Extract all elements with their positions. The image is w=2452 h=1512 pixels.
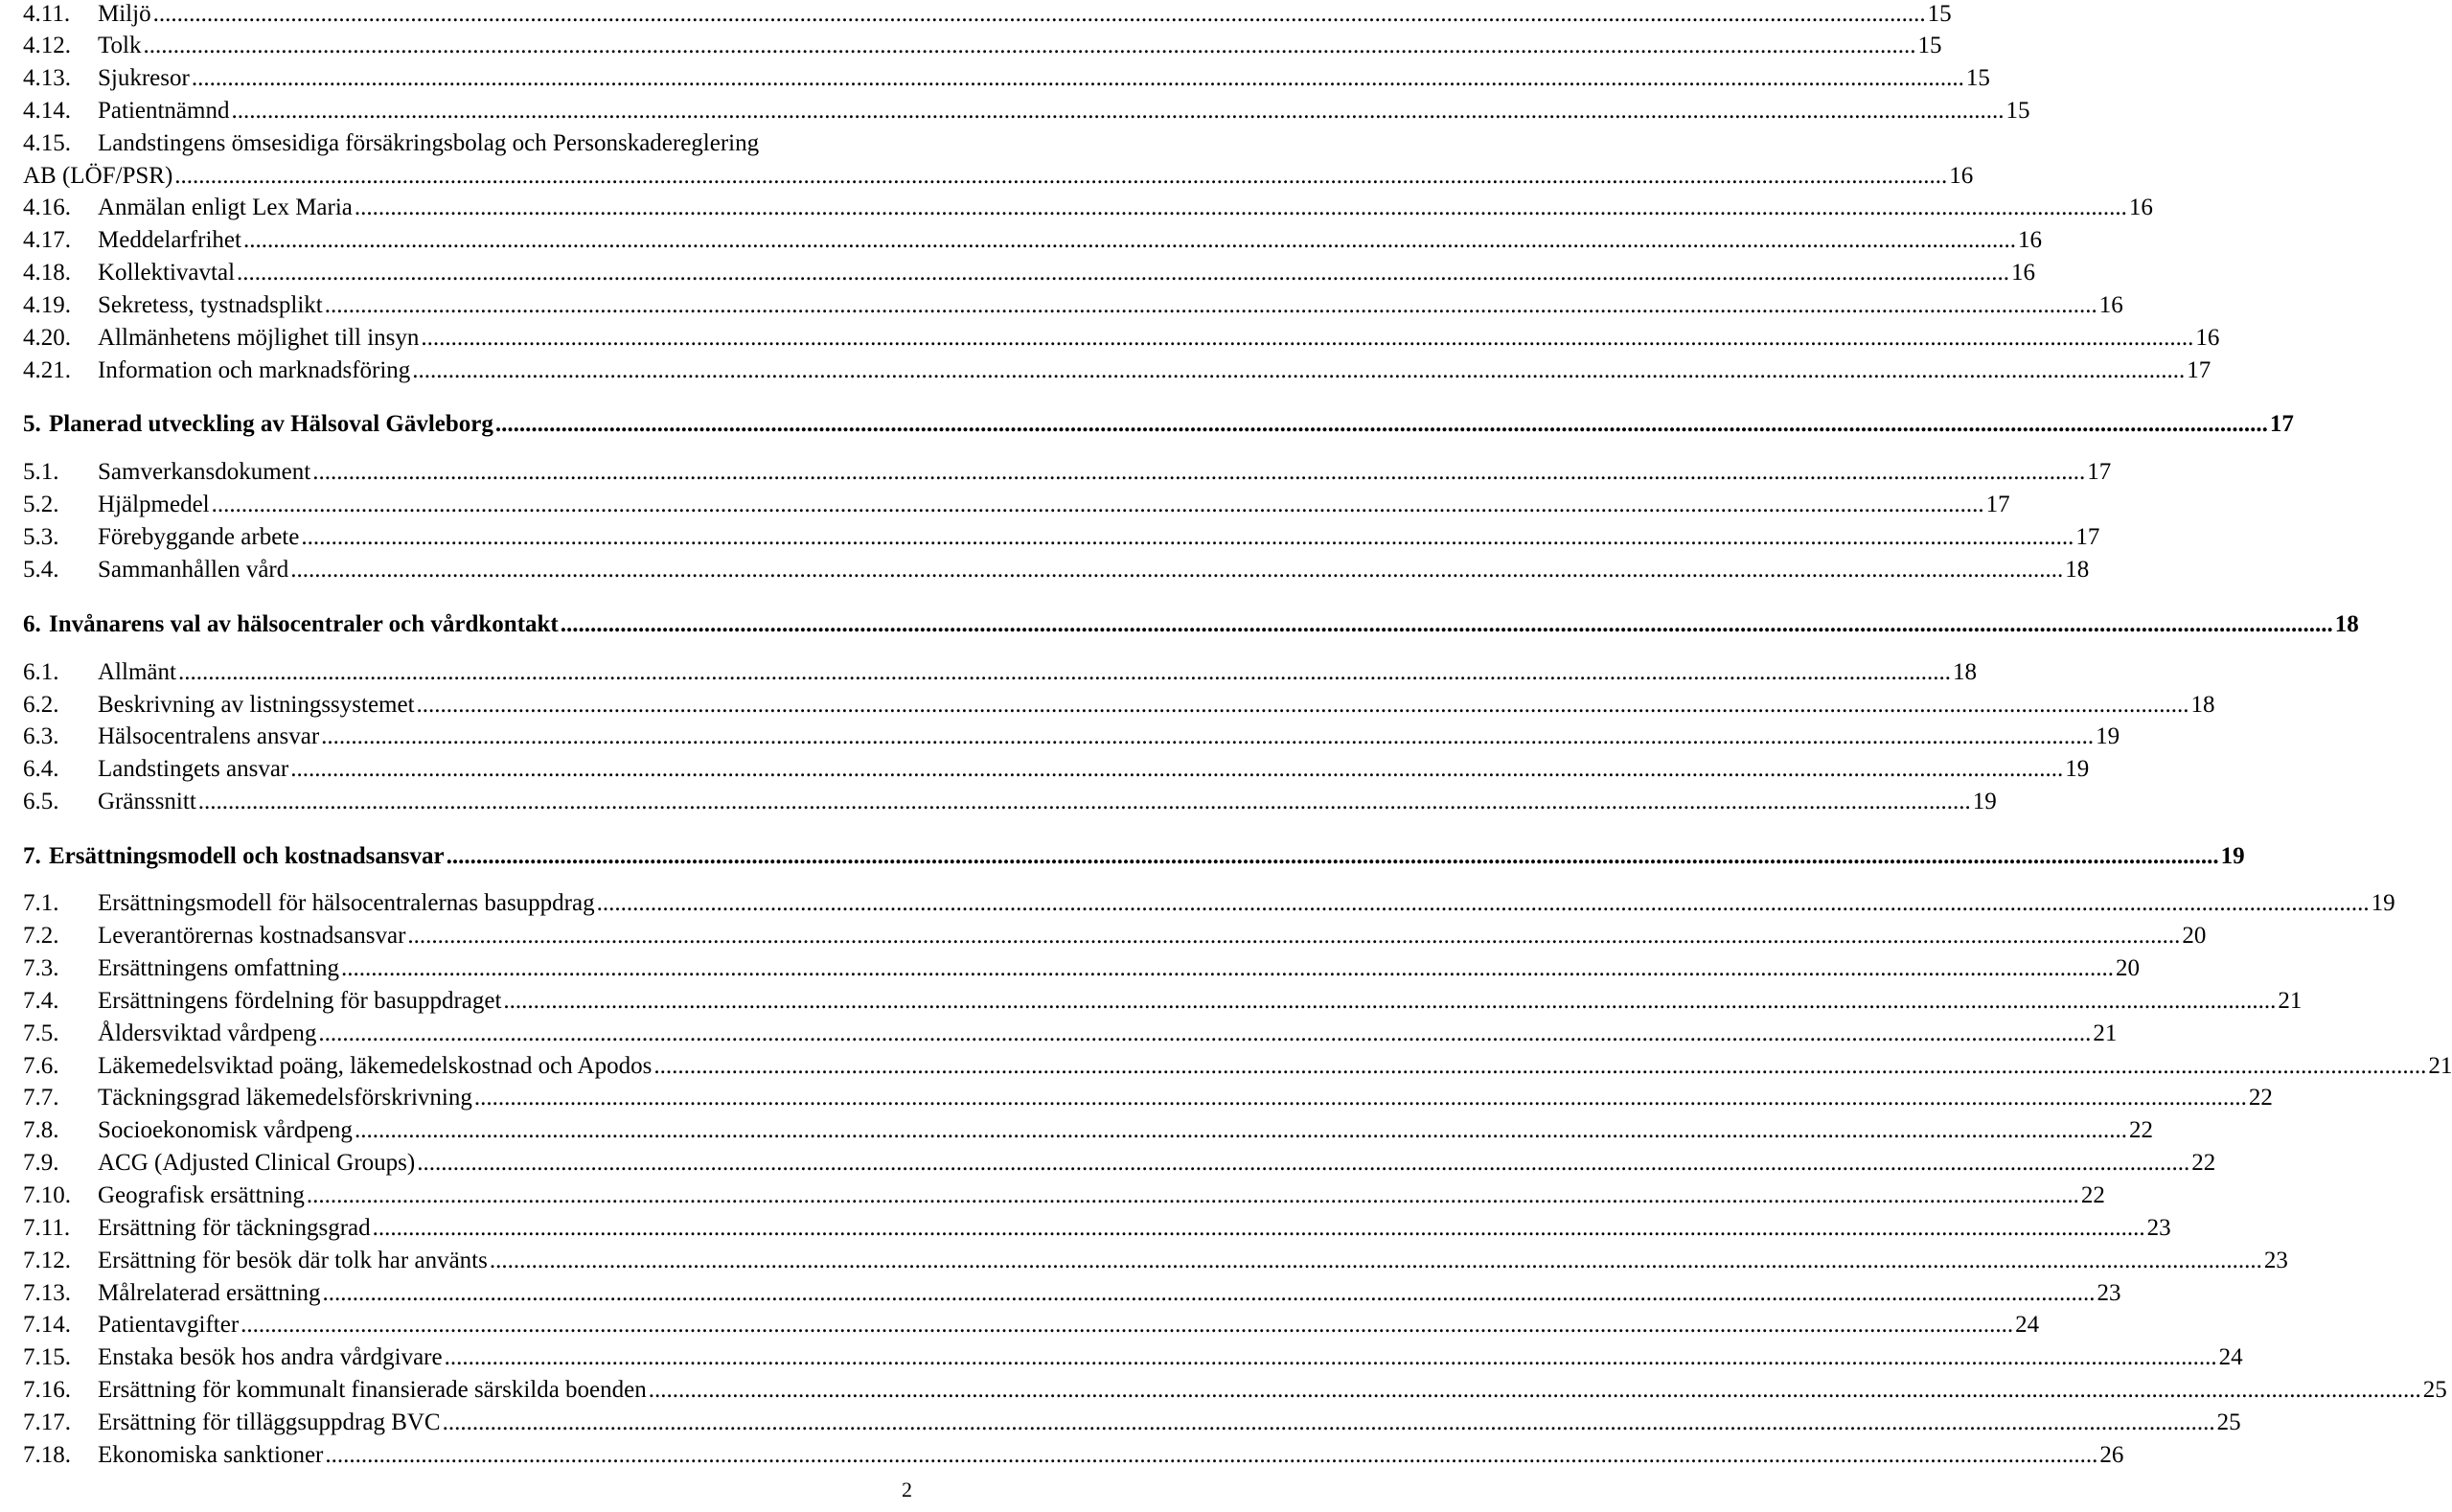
toc-entry-title: Landstingets ansvar	[98, 756, 289, 782]
page-number: 2	[902, 1478, 912, 1501]
toc-dot-leader	[355, 194, 2127, 222]
toc-entry-number: 7.	[23, 843, 41, 869]
toc-entry-number: 4.16.	[23, 195, 71, 220]
toc-entry-number: 7.4.	[23, 988, 59, 1014]
toc-entry-title: Kollektivavtal	[98, 260, 236, 286]
toc-entry[interactable]	[23, 97, 2030, 126]
toc-dot-leader	[198, 788, 1971, 816]
toc-entry-number: 7.2.	[23, 923, 59, 949]
toc-entry-page: 17	[2087, 459, 2112, 485]
toc-entry[interactable]	[23, 1116, 2153, 1145]
toc-dot-leader	[653, 1052, 2426, 1081]
toc-entry-number: 7.6.	[23, 1053, 59, 1079]
toc-dot-leader	[243, 226, 2016, 255]
toc-entry[interactable]	[23, 1279, 2121, 1308]
toc-section-heading[interactable]	[23, 610, 2359, 639]
toc-entry[interactable]	[23, 194, 2153, 222]
toc-entry-page: 18	[1952, 659, 1977, 685]
toc-entry[interactable]	[23, 226, 2042, 255]
toc-entry-title: Hälsocentralens ansvar	[98, 723, 320, 749]
toc-entry-title: Invånarens val av hälsocentraler och vårdkontakt	[49, 611, 559, 637]
toc-dot-leader	[417, 691, 2189, 720]
toc-entry[interactable]	[23, 556, 2090, 584]
toc-entry-page: 18	[2065, 557, 2090, 583]
toc-section-heading[interactable]	[23, 410, 2294, 439]
toc-entry-title: Samverkansdokument	[98, 459, 311, 485]
toc-entry-title: Ersättningens fördelning för basuppdraget	[98, 988, 502, 1014]
toc-entry-number: 6.3.	[23, 723, 59, 749]
toc-entry-page: 16	[2017, 227, 2042, 253]
toc-entry-number: 5.2.	[23, 492, 59, 517]
toc-entry-title: Allmänt	[98, 659, 176, 685]
toc-dot-leader	[325, 291, 2097, 320]
toc-entry-page: 23	[2097, 1280, 2121, 1306]
toc-entry-page: 20	[2182, 923, 2207, 949]
toc-entry-title: Landstingens ömsesidiga försäkringsbolag och Personskadereglering	[98, 130, 760, 156]
toc-entry-number: 7.16.	[23, 1377, 71, 1403]
toc-entry-number: 7.12.	[23, 1248, 71, 1273]
toc-entry-number: 5.3.	[23, 524, 59, 550]
toc-entry-title: Anmälan enligt Lex Maria	[98, 195, 353, 220]
toc-dot-leader	[373, 1214, 2145, 1243]
toc-entry-page: 23	[2146, 1215, 2171, 1241]
toc-dot-leader	[290, 755, 2063, 784]
toc-dot-leader	[649, 1376, 2421, 1405]
toc-dot-leader	[503, 987, 2276, 1016]
toc-entry-number: 4.18.	[23, 260, 71, 286]
toc-entry-page: 15	[1917, 33, 1942, 58]
toc-dot-leader	[301, 523, 2074, 552]
toc-dot-leader	[312, 458, 2085, 487]
toc-entry-page: 15	[2005, 98, 2030, 124]
toc-dot-leader	[447, 842, 2219, 871]
toc-dot-leader	[407, 922, 2180, 951]
toc-entry-number: 7.13.	[23, 1280, 71, 1306]
toc-entry[interactable]	[23, 922, 2207, 951]
toc-dot-leader	[323, 1279, 2096, 1308]
toc-entry-title: Ersättning för besök där tolk har använts	[98, 1248, 488, 1273]
toc-entry-page: 17	[1985, 492, 2010, 517]
toc-dot-leader	[241, 1311, 2013, 1340]
toc-dot-leader	[153, 0, 1926, 29]
toc-entry-title: Läkemedelsviktad poäng, läkemedelskostnad och Apodos	[98, 1053, 653, 1079]
toc-entry-page: 19	[2065, 756, 2090, 782]
toc-entry-number: 5.	[23, 411, 41, 437]
toc-dot-leader	[412, 356, 2185, 385]
toc-dot-leader	[212, 491, 1984, 519]
toc-dot-leader	[490, 1247, 2262, 1275]
toc-entry[interactable]	[23, 129, 913, 158]
toc-entry-title: Tolk	[98, 33, 142, 58]
toc-dot-leader	[318, 1019, 2091, 1048]
toc-entry[interactable]	[23, 1343, 2243, 1372]
toc-entry[interactable]	[23, 259, 2036, 287]
toc-entry[interactable]	[23, 1052, 2452, 1081]
toc-dot-leader	[355, 1116, 2127, 1145]
toc-dot-leader	[445, 1343, 2217, 1372]
toc-entry[interactable]	[23, 1149, 2216, 1178]
toc-entry[interactable]	[23, 1019, 2118, 1048]
toc-entry-page: 19	[2220, 843, 2245, 869]
toc-entry-page: 16	[2128, 195, 2153, 220]
toc-entry-title: Information och marknadsföring	[98, 357, 411, 383]
toc-dot-leader	[474, 1084, 2247, 1112]
toc-entry-page: 18	[2334, 611, 2359, 637]
toc-entry-title: Åldersviktad vårdpeng	[98, 1020, 317, 1046]
toc-entry-title: Planerad utveckling av Hälsoval Gävleborg	[49, 411, 493, 437]
toc-entry-number: 7.3.	[23, 955, 59, 981]
toc-entry-number: 4.13.	[23, 65, 71, 91]
toc-entry-page: 26	[2099, 1442, 2124, 1468]
toc-entry-title: Geografisk ersättning	[98, 1182, 305, 1208]
toc-dot-leader	[561, 610, 2333, 639]
toc-entry[interactable]	[23, 1409, 2241, 1437]
toc-dot-leader	[290, 556, 2063, 584]
toc-section-heading[interactable]	[23, 842, 2245, 871]
toc-entry-number: 7.7.	[23, 1085, 59, 1111]
toc-entry-number: 4.15.	[23, 130, 71, 156]
toc-entry-page: 22	[2080, 1182, 2105, 1208]
toc-entry-number: 6.2.	[23, 692, 59, 718]
toc-entry-number: 4.17.	[23, 227, 71, 253]
toc-dot-leader	[443, 1409, 2215, 1437]
toc-entry-page: 22	[2248, 1085, 2273, 1111]
toc-dot-leader	[307, 1181, 2079, 1210]
toc-entry-title: Enstaka besök hos andra vårdgivare	[98, 1344, 443, 1370]
toc-entry[interactable]	[23, 1181, 2105, 1210]
toc-entry[interactable]	[23, 1084, 2273, 1112]
toc-entry-page: 19	[2371, 890, 2395, 916]
toc-entry-page: 24	[2015, 1312, 2040, 1338]
toc-entry-number: 6.1.	[23, 659, 59, 685]
toc-dot-leader	[237, 259, 2009, 287]
toc-dot-leader	[325, 1441, 2097, 1470]
toc-entry-page: 18	[2190, 692, 2215, 718]
toc-entry-title: Patientavgifter	[98, 1312, 240, 1338]
toc-dot-leader	[321, 722, 2094, 751]
toc-entry-number: 4.11.	[23, 1, 71, 27]
toc-dot-leader	[231, 97, 2004, 126]
toc-entry-number: 7.15.	[23, 1344, 71, 1370]
toc-entry-title: Målrelaterad ersättning	[98, 1280, 321, 1306]
toc-entry-number: 5.4.	[23, 557, 59, 583]
toc-entry[interactable]	[23, 356, 2211, 385]
toc-entry-number: 7.9.	[23, 1150, 59, 1176]
toc-dot-leader	[178, 658, 1951, 687]
toc-entry-title: Leverantörernas kostnadsansvar	[98, 923, 406, 949]
toc-entry-title: Beskrivning av listningssystemet	[98, 692, 415, 718]
toc-entry-number: 4.12.	[23, 33, 71, 58]
toc-entry[interactable]	[23, 291, 2123, 320]
toc-entry[interactable]	[23, 987, 2303, 1016]
toc-entry-number: 4.19.	[23, 292, 71, 318]
toc-entry-title: Gränssnitt	[98, 789, 196, 814]
toc-entry-title: Ersättningsmodell för hälsocentralernas basuppdrag	[98, 890, 595, 916]
toc-entry-page: 21	[2278, 988, 2303, 1014]
toc-entry-page: 15	[1927, 1, 1952, 27]
toc-entry[interactable]	[23, 491, 2010, 519]
toc-entry-page: 20	[2116, 955, 2141, 981]
toc-dot-leader	[174, 162, 1947, 191]
toc-entry-title: Patientnämnd	[98, 98, 230, 124]
toc-entry[interactable]	[23, 755, 2090, 784]
toc-entry[interactable]	[23, 1247, 2288, 1275]
toc-dot-leader	[417, 1149, 2189, 1178]
toc-entry-page: 24	[2218, 1344, 2243, 1370]
toc-entry[interactable]	[23, 889, 2395, 918]
toc-entry-number: 7.10.	[23, 1182, 71, 1208]
toc-entry-title: Socioekonomisk vårdpeng	[98, 1117, 353, 1143]
toc-entry[interactable]	[23, 162, 1974, 191]
toc-dot-leader	[597, 889, 2370, 918]
toc-entry-number: 5.1.	[23, 459, 59, 485]
toc-entry-title: Allmänhetens möjlighet till insyn	[98, 325, 420, 351]
toc-entry-number: 7.1.	[23, 890, 59, 916]
toc-entry[interactable]	[23, 32, 1942, 60]
toc-entry-number: 7.14.	[23, 1312, 71, 1338]
toc-entry-title: Hjälpmedel	[98, 492, 210, 517]
toc-entry-page: 16	[2195, 325, 2220, 351]
toc-entry-page: 15	[1965, 65, 1990, 91]
toc-entry-title: ACG (Adjusted Clinical Groups)	[98, 1150, 416, 1176]
toc-entry-number: 4.21.	[23, 357, 71, 383]
toc-entry-number: 7.11.	[23, 1215, 71, 1241]
toc-entry-number: 6.	[23, 611, 41, 637]
toc-entry-title: Sammanhållen vård	[98, 557, 289, 583]
toc-entry-title: Täckningsgrad läkemedelsförskrivning	[98, 1085, 472, 1111]
toc-entry-title: Meddelarfrihet	[98, 227, 241, 253]
toc-entry-page: 16	[1949, 163, 1974, 189]
toc-entry-page: 16	[2098, 292, 2123, 318]
toc-entry-title: Ersättningens omfattning	[98, 955, 340, 981]
toc-entry-page: 16	[2011, 260, 2036, 286]
toc-entry-page: 25	[2216, 1409, 2241, 1435]
toc-entry-page: 17	[2075, 524, 2100, 550]
toc-entry[interactable]	[23, 788, 1997, 816]
toc-entry-page: 17	[2269, 411, 2294, 437]
toc-entry-page: 21	[2428, 1053, 2452, 1079]
toc-entry-page: 19	[2096, 723, 2120, 749]
toc-entry[interactable]	[23, 1441, 2124, 1470]
toc-entry-number: 7.17.	[23, 1409, 71, 1435]
toc-entry-page: 17	[2187, 357, 2211, 383]
toc-entry-page: 23	[2263, 1248, 2288, 1273]
toc-entry-page: 21	[2093, 1020, 2118, 1046]
toc-dot-leader	[495, 410, 2268, 439]
toc-dot-leader	[192, 64, 1964, 93]
toc-entry-title: Sjukresor	[98, 65, 190, 91]
toc-entry[interactable]	[23, 954, 2141, 983]
toc-entry[interactable]	[23, 1214, 2171, 1243]
toc-entry-number: 4.20.	[23, 325, 71, 351]
toc-entry-title: AB (LÖF/PSR)	[23, 163, 173, 189]
toc-entry-page: 22	[2191, 1150, 2216, 1176]
toc-dot-leader	[341, 954, 2114, 983]
toc-entry-page: 25	[2422, 1377, 2447, 1403]
toc-entry-page: 19	[1972, 789, 1997, 814]
toc-dot-leader	[143, 32, 1915, 60]
toc-entry[interactable]	[23, 691, 2215, 720]
toc-entry-title: Ersättning för täckningsgrad	[98, 1215, 371, 1241]
toc-entry[interactable]	[23, 324, 2220, 353]
toc-entry[interactable]	[23, 1311, 2040, 1340]
toc-entry[interactable]	[23, 658, 1977, 687]
toc-entry-title: Förebyggande arbete	[98, 524, 300, 550]
toc-entry-number: 6.4.	[23, 756, 59, 782]
toc-entry[interactable]	[23, 722, 2120, 751]
toc-entry-number: 7.5.	[23, 1020, 59, 1046]
toc-entry-number: 4.14.	[23, 98, 71, 124]
toc-entry[interactable]	[23, 64, 1990, 93]
toc-entry-title: Ersättning för kommunalt finansierade särskilda boenden	[98, 1377, 647, 1403]
toc-entry-number: 7.8.	[23, 1117, 59, 1143]
toc-entry-title: Sekretess, tystnadsplikt	[98, 292, 323, 318]
toc-entry-title: Ersättning för tilläggsuppdrag BVC	[98, 1409, 441, 1435]
toc-entry-number: 7.18.	[23, 1442, 71, 1468]
toc-entry-page: 22	[2128, 1117, 2153, 1143]
toc-entry-title: Ekonomiska sanktioner	[98, 1442, 324, 1468]
toc-entry[interactable]	[23, 458, 2112, 487]
toc-entry[interactable]	[23, 1376, 2447, 1405]
toc-entry-title: Miljö	[98, 1, 151, 27]
toc-entry[interactable]	[23, 0, 1952, 29]
toc-entry[interactable]	[23, 523, 2100, 552]
toc-dot-leader	[421, 324, 2193, 353]
toc-entry-number: 6.5.	[23, 789, 59, 814]
toc-entry-title: Ersättningsmodell och kostnadsansvar	[49, 843, 445, 869]
